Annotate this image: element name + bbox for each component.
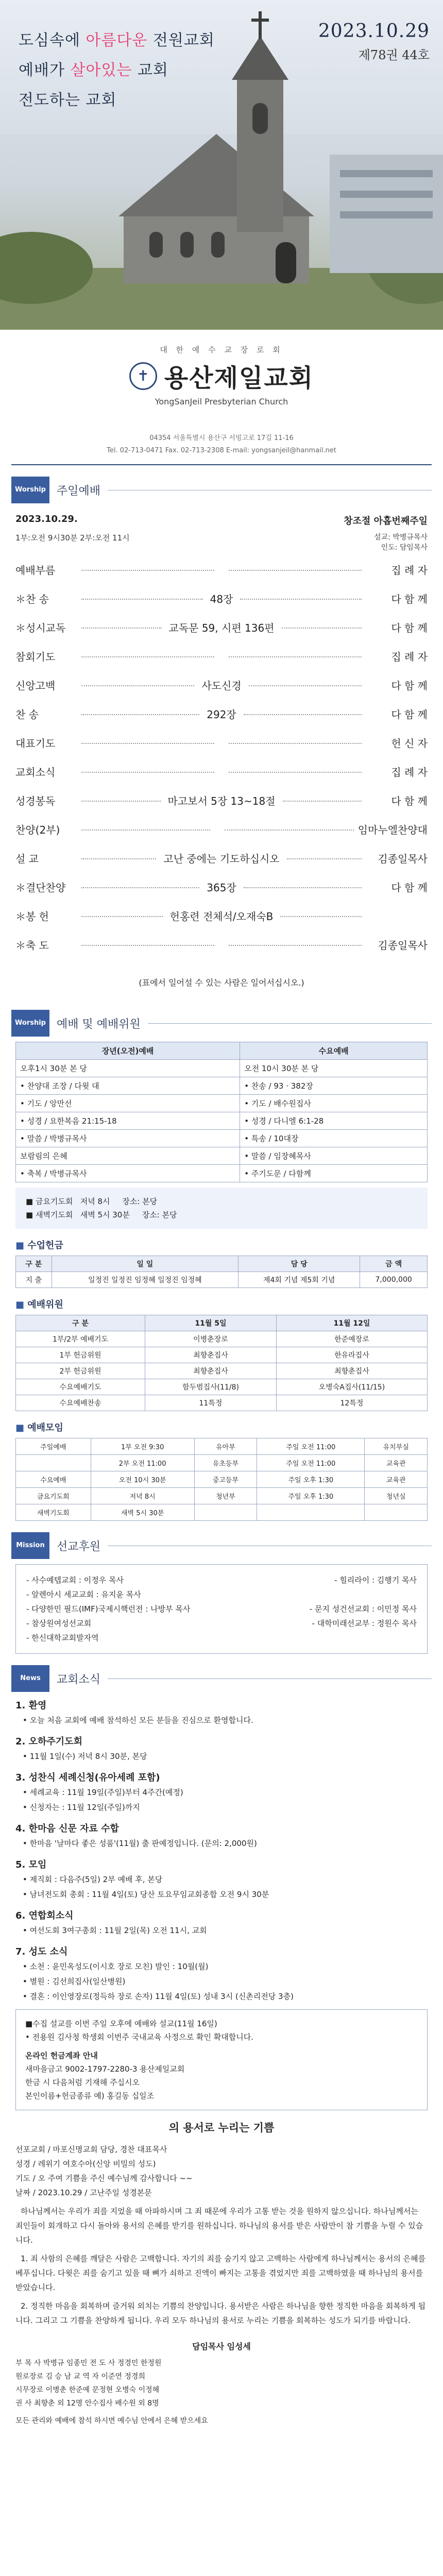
table-row: 수요예배기도 함두범집사(11/8) 오병숙A집사(11/15): [16, 1379, 428, 1395]
news-line: • 별원 : 김선희집사(일산병원): [23, 1977, 126, 1986]
section-title: 주일예배: [57, 484, 101, 498]
offering-table: [15, 1256, 428, 1288]
news-line: • 11월 1일(수) 저녁 8시 30분, 본당: [23, 1752, 147, 1761]
church-address: [0, 432, 443, 457]
bank-line: 본인이름+헌금종류 예) 홍길동 십일조: [25, 2091, 155, 2100]
table-row: 금요기도회 저녁 8시 청년부 주일 오후 1:30 청년실: [16, 1488, 428, 1504]
order-item: ＊결단찬양 365장 다 함 께: [15, 882, 428, 894]
section-title: 교회소식: [57, 1673, 101, 1686]
guide-line: • 전용원 김사청 학생회 이번주 국내교육 사정으로 확인 확대합니다.: [25, 2032, 253, 2042]
table-row: • 성경 / 요한복음 21:15-18 • 성경 / 다니엘 6:1-28: [16, 1112, 428, 1130]
slogan-line-1: 도심속에 아름다운 전원교회: [19, 31, 215, 49]
staff-line: 권 사 최향춘 외 12명 안수집사 배수원 외 8명: [15, 2399, 159, 2408]
church-news: [0, 1698, 443, 2004]
order-item: 교회소식 집 례 자: [15, 766, 428, 778]
church-name: 용산제일교회: [164, 364, 314, 393]
service-times: 1부:오전 9시30분 2부:오전 11시: [15, 533, 130, 543]
news-line: • 오늘 처음 교회에 예배 참석하신 모든 분들을 진심으로 환영합니다.: [23, 1716, 253, 1725]
section-title: 선교후원: [57, 1540, 101, 1553]
table-row: 수요예배찬송 11특정 12특정: [16, 1395, 428, 1411]
news-heading: 5. 모임: [15, 1859, 47, 1870]
table-row: 오후1시 30분 본 당 오전 10시 30분 본 당: [16, 1060, 428, 1077]
denomination: 대 한 예 수 교 장 로 회: [160, 345, 283, 354]
order-item: ＊축 도 김종일목사: [15, 939, 428, 952]
order-item: 찬양(2부) 임마누엘찬양대: [15, 824, 428, 836]
table-header: 11월 5일: [145, 1315, 277, 1331]
staff-line: 부 목 사 박병규 임종민 전 도 사 정경민 한정원: [15, 2359, 162, 2367]
church-slogan: [19, 26, 215, 115]
bank-line: 한금 시 다음처럼 기재해 주십시오: [25, 2078, 140, 2087]
table-row: • 기도 / 앙만선 • 기도 / 배수원집사: [16, 1095, 428, 1112]
section-tag: Mission: [11, 1532, 49, 1559]
slogan-line-2: 예배가 살아있는 교회: [19, 61, 168, 79]
table-row: • 말씀 / 박병규목사 • 특송 / 10대장: [16, 1130, 428, 1147]
section-title: 예배 및 예배위원: [57, 1018, 141, 1031]
order-item: 찬 송 292장 다 함 께: [15, 708, 428, 721]
meetings-table: [15, 1438, 428, 1521]
staff-line: 원로장로 김 승 남 교 역 자 이준연 정경희: [15, 2372, 145, 2381]
order-item: 신앙고백 사도신경 다 함 께: [15, 680, 428, 692]
order-item: 설 교 고난 중에는 기도하십시오 김종일목사: [15, 853, 428, 865]
worship-date: 2023.10.29.: [15, 514, 78, 524]
team-section-header: [11, 1010, 432, 1037]
slogan-line-3: 전도하는 교회: [19, 91, 117, 109]
servants-title: ■ 예배위원: [15, 1299, 63, 1310]
order-item: ＊성시교독 교독문 59, 시편 136편 다 함 께: [15, 622, 428, 634]
prayer-meeting-info: [15, 1188, 428, 1229]
news-line: • 여선도회 3여구총회 : 11월 2일(목) 오전 11시, 교회: [23, 1926, 207, 1935]
table-row: • 축복 / 박병규목사 • 주기도문 / 다함께: [16, 1165, 428, 1182]
article-paragraph: 1. 죄 사함의 은혜를 깨달은 사람은 고백합니다. 자기의 죄를 숨기지 않고 고백하는 사람에게 하나님께서는 용서의 은혜를 베푸십니다. 다윗은 죄를 숨기고 있을 때 뼈가 쇠하고 진액이 빠지는 고통을 겪었지만 죄를 고백하였을 때 하나님의 용서를 받았습니다.: [15, 2254, 426, 2292]
news-heading: 7. 성도 소식: [15, 1946, 68, 1957]
staff-line: 시무장로 이병춘 한준예 문정현 오병숙 이정혜: [15, 2386, 160, 2394]
news-line: • 남녀전도회 총회 : 11월 4일(토) 당산 토요무임교회종합 오전 9시 30분: [23, 1890, 269, 1899]
table-header: 일 일: [52, 1256, 238, 1272]
table-row: • 찬양대 조장 / 다윗 대 • 찬송 / 93 · 382장: [16, 1077, 428, 1095]
standing-note: (표에서 일어설 수 있는 사람은 일어서십시오.): [139, 978, 304, 988]
worship-schedule-table: [15, 1042, 428, 1182]
mission-row: - 다양한민 필드(IMF)국제시핵런전 : 나방부 목사 - 문지 성건선교회 : 이민정 목사: [26, 1604, 417, 1614]
table-row: 2부 헌금위원 최향춘집사 최향춘집사: [16, 1363, 428, 1379]
order-of-worship: [0, 509, 443, 998]
order-item: 예배부름 집 례 자: [15, 564, 428, 577]
table-header: 담 당: [238, 1256, 360, 1272]
staff-footer: 모든 관리와 예배에 참석 하시면 예수님 안에서 은혜 받으세요: [15, 2417, 208, 2425]
meetings-title: ■ 예배모임: [15, 1422, 63, 1433]
order-item: 성경봉독 마고보서 5장 13~18절 다 함 께: [15, 795, 428, 807]
worship-section-header: [11, 477, 432, 503]
news-heading: 1. 환영: [15, 1700, 47, 1711]
address-line: 04354 서울특별시 용산구 서빙고로 17길 11-16: [149, 434, 294, 442]
table-row: 지 출 일정진 일정진 임정혜 일정진 임정혜 제4회 기념 제5회 기념 7,000,000: [16, 1272, 428, 1288]
table-row: 1부 헌금위원 최향춘집사 한유라집사: [16, 1347, 428, 1363]
section-tag: Worship: [11, 1010, 49, 1037]
table-row: 1부/2부 예배기도 이병춘장로 한준예장로: [16, 1331, 428, 1347]
issue-info: [318, 21, 430, 63]
news-heading: 4. 한마음 신문 자료 수합: [15, 1823, 119, 1834]
news-line: • 결혼 : 이인영장로(정득하 장로 손자) 11월 4일(토) 성내 3시 (신촌리전당 3층): [23, 1992, 294, 2001]
order-item: 대표기도 헌 신 자: [15, 737, 428, 750]
mission-row: - 한신대학교회발자역: [26, 1633, 99, 1642]
news-section-header: [11, 1665, 432, 1692]
sermon-article: [0, 2121, 443, 2328]
news-line: • 신청자는 : 11월 12일(주일)까지: [23, 1803, 140, 1812]
bank-title: 온라인 헌금계좌 안내: [25, 2051, 98, 2060]
article-title: 의 용서로 누리는 기쁨: [168, 2122, 275, 2134]
info-row: ■ 금요기도회 저녁 8시 장소: 본당: [26, 1197, 158, 1206]
divider: [11, 464, 432, 465]
guide-line: ■수집 설교를 이번 주일 오후에 예배와 설교(11월 16일): [25, 2019, 217, 2028]
news-heading: 2. 오하주기도회: [15, 1736, 82, 1747]
mission-list: [15, 1564, 428, 1654]
table-header: 구 분: [16, 1256, 52, 1272]
mission-section-header: [11, 1532, 432, 1559]
table-header: 금 액: [360, 1256, 428, 1272]
order-item: ＊봉 헌 헌홍련 전체석/오재숙B: [15, 908, 428, 937]
church-name-block: [0, 330, 443, 412]
section-rule: [148, 1023, 432, 1024]
table-row: 새벽기도회 새벽 5시 30분: [16, 1504, 428, 1521]
mission-row: - 사수예텝교회 : 이정우 목사 - 힐리라이 : 김행기 목사: [26, 1575, 417, 1585]
table-header: 장년(오전)예배: [16, 1042, 240, 1060]
table-row: 주일예배 1부 오전 9:30 유아부 주일 오전 11:00 유치부실: [16, 1438, 428, 1455]
article-meta: 선포교회 / 마포신명교회 담당, 경찬 대표목사 성경 / 레위기 여호수아(신앙 비밀의 성도) 기도 / 오 주여 기쁨을 주신 예수님께 감사합니다 ~~ 날짜 / 2023.10.29 / 고난주일 성경본문: [15, 2145, 193, 2197]
worship-roles: 설교: 박병규목사 인도: 담임목사: [374, 533, 428, 552]
order-list: [15, 562, 428, 966]
mission-row: - 알렌아시 세교교회 : 유지윤 목사: [26, 1590, 141, 1599]
news-line: • 소천 : 윤민옥성도(이시호 장로 모친) 발인 : 10월(월): [23, 1962, 209, 1971]
hero-banner: [0, 0, 443, 330]
article-paragraph: 하나님께서는 우리가 죄를 지었을 때 아파하시며 그 죄 때문에 우리가 고통 받는 것을 원하지 않으십니다. 하나님께서는 죄인들이 회개하고 다시 돌아와 용서의 은혜를 받기를 원하십니다. 하나님의 용서를 받은 사람만이 참 기쁨을 누릴 수 있습니다.: [15, 2207, 423, 2245]
table-row: 보람림의 은혜 • 말씀 / 임장혜목사: [16, 1147, 428, 1165]
servants-table: [15, 1315, 428, 1411]
table-row: 2부 오전 11:00 유초등부 주일 오전 11:00 교육관: [16, 1455, 428, 1471]
table-header: 구 분: [16, 1315, 145, 1331]
order-item: 참회기도 집 례 자: [15, 651, 428, 663]
table-header: 수요예배: [240, 1042, 428, 1060]
section-tag: News: [11, 1665, 49, 1692]
table-header: 11월 12일: [276, 1315, 427, 1331]
issue-number: 제78권 44호: [358, 48, 430, 62]
info-row: ■ 새벽기도회 새벽 5시 30분 장소: 본당: [26, 1210, 177, 1219]
order-item: ＊찬 송 48장 다 함 께: [15, 593, 428, 605]
news-heading: 3. 성찬식 세례신청(유아세례 포함): [15, 1772, 160, 1783]
offering-title: ■ 수업헌금: [15, 1240, 63, 1251]
church-english-name: YongSanJeil Presbyterian Church: [155, 397, 288, 406]
staff-title: 담임목사 임성세: [192, 2342, 251, 2351]
service-name: 창조절 아홉번째주일: [344, 516, 428, 527]
church-emblem-icon: ✝: [129, 362, 157, 390]
staff-list: [0, 2332, 443, 2436]
news-line: • 한마음 '날마다 좋은 성품'(11월) 출 판예정입니다. (문의: 2,000원): [23, 1839, 257, 1848]
church-guide-box: [15, 2009, 428, 2110]
bank-line: 새마을금고 9002-1797-2280-3 용산제일교회: [25, 2064, 185, 2074]
issue-date: 2023.10.29: [318, 21, 430, 42]
news-heading: 6. 연합회소식: [15, 1910, 74, 1921]
mission-row: - 참상원여성선교회 - 대학미래선교부 : 정원수 목사: [26, 1619, 417, 1628]
section-tag: Worship: [11, 477, 49, 503]
table-row: 수요예배 오전 10시 30분 중고등부 주일 오후 1:30 교육관: [16, 1471, 428, 1488]
article-paragraph: 2. 정직한 마음을 회복하며 즐거워 외치는 기쁨의 찬양입니다. 용서받은 사람은 하나님을 향한 정직한 마음을 회복하게 됩니다. 그리고 그 기쁨을 찬양하게 됩니다. 우리 모두 하나님의 용서로 누리는 기쁨을 회복하는 성도가 되기를 바랍니다.: [15, 2301, 426, 2325]
news-line: • 제직회 : 다음주(5일) 2부 예배 후, 본당: [23, 1875, 163, 1884]
news-line: • 세례교육 : 11월 19일(주일)부터 4주간(예정): [23, 1788, 183, 1797]
contact-line: Tel. 02-713-0471 Fax. 02-713-2308 E-mail: yongsanjeil@hanmail.net: [107, 447, 336, 454]
